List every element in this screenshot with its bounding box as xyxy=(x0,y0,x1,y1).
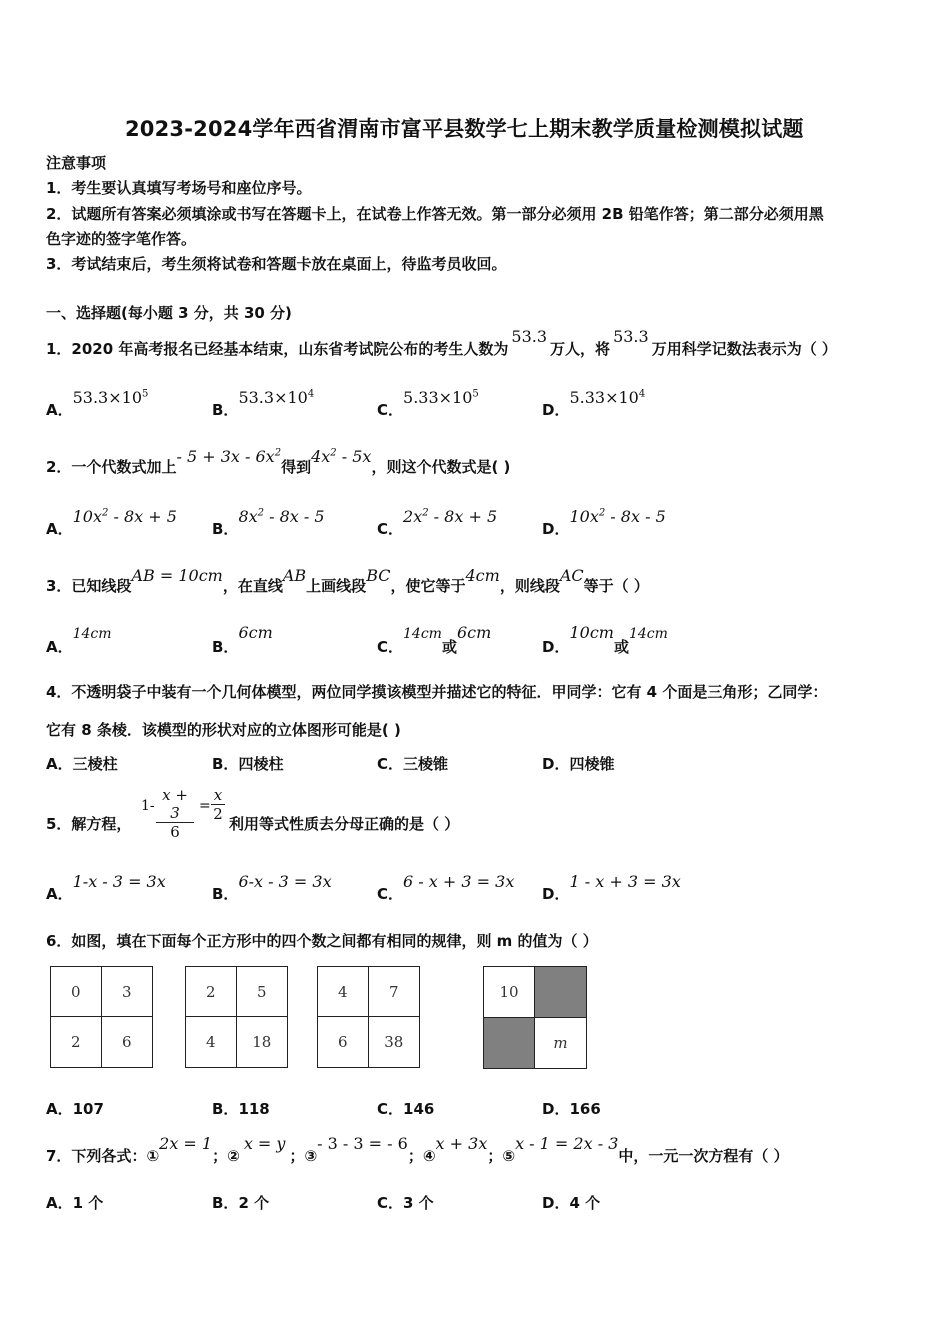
option-label: B． xyxy=(212,401,239,419)
q7-text xyxy=(46,1134,789,1166)
q7-option-d[interactable] xyxy=(542,1192,600,1213)
q2-text-part: 2．一个代数式加上 xyxy=(46,458,177,476)
q3-option-a[interactable] xyxy=(46,622,112,656)
q6-option-b[interactable] xyxy=(212,1098,270,1119)
option-value: 14cm xyxy=(72,626,112,642)
option-expr: 1 - x + 3 = 3x xyxy=(569,872,681,891)
option-text: 三棱柱 xyxy=(72,755,118,773)
option-text: 四棱锥 xyxy=(569,755,615,773)
q2-expr-part: - 5 + 3x - 6x xyxy=(176,447,275,466)
q3-expr: BC xyxy=(366,566,391,585)
square-cell: 6 xyxy=(318,1017,369,1067)
fraction-numerator: x xyxy=(213,786,223,804)
option-expr xyxy=(73,507,177,526)
q1-text-part: 1．2020 年高考报名已经基本结束，山东省考试院公布的考生人数为 xyxy=(46,340,509,358)
q6-option-c[interactable] xyxy=(377,1098,434,1119)
option-expr-part: - 8x + 5 xyxy=(108,507,177,526)
option-expr-part: 10x xyxy=(72,507,102,526)
shaded-cell xyxy=(484,1018,535,1069)
q3-expr: AC xyxy=(559,566,584,585)
option-expr xyxy=(238,507,324,526)
q3-text-part: ，则线段 xyxy=(499,577,560,595)
option-label: C． xyxy=(377,638,404,656)
option-expr-part: 10x xyxy=(569,507,599,526)
q1-option-d[interactable] xyxy=(542,387,646,419)
square-cell: 5 xyxy=(237,967,288,1017)
q2-text xyxy=(46,447,511,477)
option-exponent: 4 xyxy=(307,388,315,400)
option-label: A． xyxy=(46,755,73,773)
option-label: C． xyxy=(377,885,404,903)
q4-option-d[interactable] xyxy=(542,753,614,774)
option-label: C． xyxy=(377,401,404,419)
q7-option-a[interactable] xyxy=(46,1192,103,1213)
q3-text-part: ，在直线 xyxy=(222,577,283,595)
q2-exponent: 2 xyxy=(274,447,282,459)
option-text: 2 个 xyxy=(238,1194,270,1212)
or-text: 或 xyxy=(441,638,457,656)
section-heading: 一、选择题(每小题 3 分，共 30 分) xyxy=(46,304,292,322)
q5-lead: 1- xyxy=(141,798,155,814)
option-exponent: 5 xyxy=(472,388,479,400)
or-text: 或 xyxy=(613,638,629,656)
q7-text-part: 7．下列各式：① xyxy=(46,1147,160,1165)
option-label: B． xyxy=(212,755,239,773)
fraction-denominator: 2 xyxy=(211,804,225,823)
option-exponent: 4 xyxy=(638,388,646,400)
number-square-1 xyxy=(50,966,153,1068)
q2-exponent: 2 xyxy=(330,447,337,459)
q2-expr xyxy=(176,447,281,466)
option-value: 10cm xyxy=(569,623,614,642)
option-expr: 53.3×10 xyxy=(72,388,142,407)
q5-label: 5．解方程， xyxy=(46,815,132,833)
q3-option-b[interactable] xyxy=(212,622,273,656)
option-label: D． xyxy=(542,885,570,903)
q7-expr: 2x = 1 xyxy=(159,1134,213,1153)
q7-text-part: ；② xyxy=(212,1147,240,1165)
option-exponent: 2 xyxy=(102,507,109,519)
option-expr: 6 - x + 3 = 3x xyxy=(403,872,515,891)
notice-item: 2．试题所有答案必须填涂或书写在答题卡上，在试卷上作答无效。第一部分必须用 2B 铅笔作答；第二部分必须用黑 xyxy=(46,205,824,223)
q2-expr xyxy=(311,447,371,466)
q7-text-part: ；⑤ xyxy=(487,1147,516,1165)
q3-text-part: 3．已知线段 xyxy=(46,577,132,595)
option-value: 6cm xyxy=(238,623,273,642)
q5-text: 利用等式性质去分母正确的是（ ） xyxy=(229,815,460,833)
option-exponent: 5 xyxy=(142,388,149,400)
q3-expr: AB xyxy=(282,566,307,585)
option-expr-part: - 8x - 5 xyxy=(605,507,666,526)
option-label: D． xyxy=(542,638,570,656)
q7-expr: - 3 - 3 = - 6 xyxy=(317,1134,408,1153)
q7-text-part: ；③ xyxy=(289,1147,318,1165)
q1-text xyxy=(46,327,837,359)
q2-option-b[interactable] xyxy=(212,506,325,538)
q3-text-part: 上画线段 xyxy=(306,577,367,595)
square-cell: 2 xyxy=(186,967,237,1017)
q7-option-b[interactable] xyxy=(212,1192,269,1213)
option-label: D． xyxy=(542,401,570,419)
q2-text-part: 得到 xyxy=(281,458,312,476)
q3-option-c[interactable] xyxy=(377,622,492,656)
option-label: B． xyxy=(212,1194,239,1212)
q5-equals: = xyxy=(199,798,211,814)
square-cell: 3 xyxy=(102,967,153,1017)
q6-option-a[interactable] xyxy=(46,1098,104,1119)
option-text: 3 个 xyxy=(403,1194,434,1212)
option-expr xyxy=(403,507,497,526)
option-expr: 53.3×10 xyxy=(238,388,308,407)
q3-text xyxy=(46,566,649,596)
number-square-4 xyxy=(483,966,587,1069)
q4-option-b[interactable] xyxy=(212,753,283,774)
q1-text-part: 万用科学记数法表示为（ ） xyxy=(651,340,837,358)
q6-option-d[interactable] xyxy=(542,1098,601,1119)
q7-expr: x - 1 = 2x - 3 xyxy=(515,1134,619,1153)
square-cell-m: m xyxy=(553,1033,568,1052)
square-cell: 2 xyxy=(51,1017,102,1067)
option-text: 107 xyxy=(72,1100,104,1118)
q7-expr: x + 3x xyxy=(435,1134,488,1153)
q3-option-d[interactable] xyxy=(542,622,668,656)
q7-expr: x = y xyxy=(243,1134,286,1153)
option-label: A． xyxy=(46,520,73,538)
q7-text-part: ；④ xyxy=(407,1147,436,1165)
q1-value: 53.3 xyxy=(613,327,649,346)
option-label: B． xyxy=(212,885,239,903)
option-text: 1 个 xyxy=(72,1194,104,1212)
option-label: C． xyxy=(377,520,404,538)
option-label: A． xyxy=(46,885,73,903)
option-value: 14cm xyxy=(628,626,668,642)
q1-option-c[interactable] xyxy=(377,387,479,419)
q5-option-b[interactable] xyxy=(212,871,332,903)
square-cell: 38 xyxy=(384,1033,404,1051)
option-label: D． xyxy=(542,1194,570,1212)
option-exponent: 2 xyxy=(422,507,429,519)
option-expr-part: 8x xyxy=(238,507,258,526)
option-expr-part: - 8x - 5 xyxy=(264,507,325,526)
option-label: B． xyxy=(212,1100,239,1118)
q1-value: 53.3 xyxy=(511,327,548,346)
notice-heading: 注意事项 xyxy=(46,154,107,172)
option-label: A． xyxy=(46,1194,73,1212)
q4-option-c[interactable] xyxy=(377,753,448,774)
q2-option-d[interactable] xyxy=(542,506,666,538)
option-label: A． xyxy=(46,638,73,656)
fraction-denominator: 6 xyxy=(156,822,194,841)
q2-expr-part: 4x xyxy=(311,447,331,466)
option-expr: 5.33×10 xyxy=(403,388,473,407)
q5-fraction-2 xyxy=(211,786,225,823)
fraction-numerator: x + 3 xyxy=(162,786,188,822)
option-expr xyxy=(569,507,665,526)
option-label: D． xyxy=(542,520,570,538)
square-cell: 18 xyxy=(252,1033,272,1051)
number-square-2 xyxy=(185,966,288,1068)
square-cell: 4 xyxy=(318,967,369,1017)
q1-option-b[interactable] xyxy=(212,387,315,419)
q3-text-part: 等于（ ） xyxy=(583,577,649,595)
square-cell: 10 xyxy=(484,967,535,1018)
q4-line: 它有 8 条棱．该模型的形状对应的立体图形可能是( ) xyxy=(46,721,401,739)
option-label: D． xyxy=(542,1100,570,1118)
option-value: 6cm xyxy=(456,623,492,642)
option-label: C． xyxy=(377,1100,404,1118)
shaded-cell xyxy=(535,967,586,1018)
option-label: B． xyxy=(212,520,239,538)
q3-text-part: ，使它等于 xyxy=(390,577,466,595)
option-expr-part: - 8x + 5 xyxy=(428,507,498,526)
notice-item: 1．考生要认真填写考场号和座位序号。 xyxy=(46,179,312,197)
q6-text: 6．如图，填在下面每个正方形中的四个数之间都有相同的规律，则 m 的值为（ ） xyxy=(46,932,598,950)
q1-text-part: 万人，将 xyxy=(550,340,611,358)
q5-fraction-1 xyxy=(156,786,194,841)
option-text: 118 xyxy=(238,1100,270,1118)
q5-option-c[interactable] xyxy=(377,871,515,903)
option-text: 166 xyxy=(569,1100,601,1118)
option-expr: 6-x - 3 = 3x xyxy=(238,872,332,891)
option-text: 三棱锥 xyxy=(403,755,449,773)
option-label: C． xyxy=(377,755,404,773)
option-label: A． xyxy=(46,401,73,419)
q3-expr: 4cm xyxy=(465,566,500,585)
q4-line: 4．不透明袋子中装有一个几何体模型，两位同学摸该模型并描述它的特征．甲同学：它有 4 个面是三角形；乙同学： xyxy=(46,683,828,701)
square-cell: 7 xyxy=(369,967,420,1017)
option-label: D． xyxy=(542,755,570,773)
option-text: 4 个 xyxy=(569,1194,601,1212)
option-text: 四棱柱 xyxy=(238,755,284,773)
option-exponent: 2 xyxy=(257,507,265,519)
option-label: B． xyxy=(212,638,239,656)
square-cell: 6 xyxy=(121,1033,132,1051)
option-value: 14cm xyxy=(403,626,442,642)
square-cell: 0 xyxy=(51,967,102,1017)
option-text: 146 xyxy=(403,1100,435,1118)
q2-option-c[interactable] xyxy=(377,506,498,538)
q2-option-a[interactable] xyxy=(46,506,177,538)
q2-expr-part: - 5x xyxy=(336,447,372,466)
q2-text-part: ，则这个代数式是( ) xyxy=(371,458,511,476)
option-label: C． xyxy=(377,1194,404,1212)
notice-item: 3．考试结束后，考生须将试卷和答题卡放在桌面上，待监考员收回。 xyxy=(46,255,507,273)
q5-option-a[interactable] xyxy=(46,871,166,903)
square-cell: 4 xyxy=(186,1017,237,1067)
q7-option-c[interactable] xyxy=(377,1192,434,1213)
q5-option-d[interactable] xyxy=(542,871,681,903)
option-expr-part: 2x xyxy=(403,507,423,526)
page-title: 2023-2024学年西省渭南市富平县数学七上期末教学质量检测模拟试题 xyxy=(125,117,804,141)
option-expr: 5.33×10 xyxy=(569,388,639,407)
number-square-3 xyxy=(317,966,420,1068)
option-exponent: 2 xyxy=(598,507,606,519)
option-label: A． xyxy=(46,1100,73,1118)
q3-expr: AB = 10cm xyxy=(131,566,223,585)
q1-option-a[interactable] xyxy=(46,387,149,419)
q4-option-a[interactable] xyxy=(46,753,118,774)
option-expr: 1-x - 3 = 3x xyxy=(72,872,166,891)
q7-text-part: 中，一元一次方程有（ ） xyxy=(618,1147,789,1165)
notice-item: 色字迹的签字笔作答。 xyxy=(46,230,197,248)
